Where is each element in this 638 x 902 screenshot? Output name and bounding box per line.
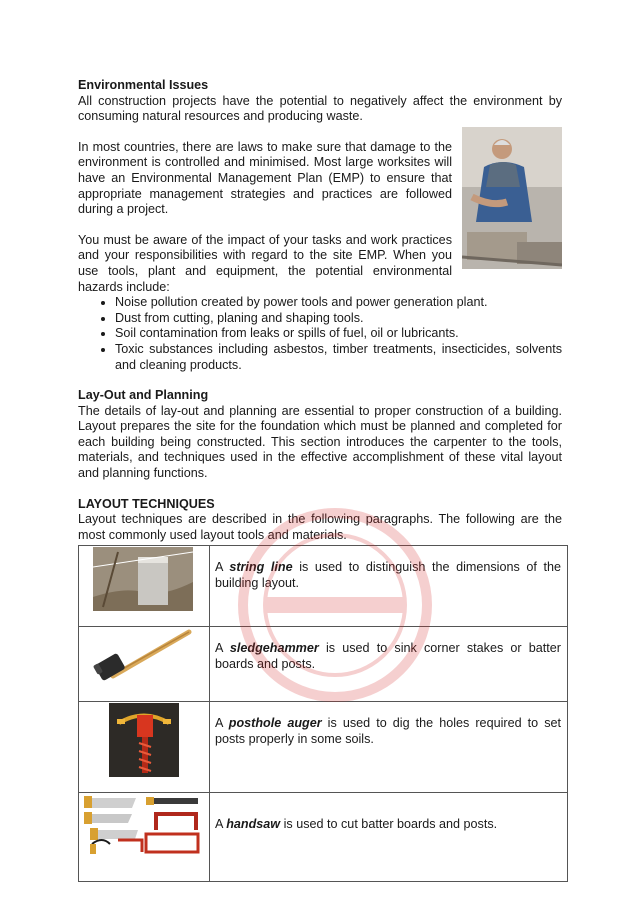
layout-planning-heading: Lay-Out and Planning <box>78 388 209 403</box>
description-prefix: A <box>215 641 230 656</box>
posthole-auger-photo <box>109 703 179 777</box>
env-hazard-list <box>78 295 562 373</box>
list-item: • Toxic substances including asbestos, timber treatments, insecticides, solvents and cleaning products. <box>115 342 562 373</box>
description-prefix: A <box>215 716 229 731</box>
tool-description <box>210 627 568 702</box>
table-row <box>79 793 568 882</box>
tool-description <box>210 546 568 627</box>
description-prefix: A <box>215 817 227 832</box>
list-item: • Soil contamination from leaks or spills of fuel, oil or lubricants. <box>115 326 562 342</box>
string-line-photo <box>93 547 193 611</box>
tool-term: handsaw <box>226 817 281 832</box>
tool-image-cell <box>79 546 210 627</box>
env-laws-paragraph: In most countries, there are laws to make sure that damage to the environment is controlled and minimised. Most large worksites will have an Environmental Management Plan (EMP) to ensure that appropriate management strategies and practices are followed during a project. <box>78 139 452 217</box>
tool-description <box>210 793 568 882</box>
layout-techniques-heading: LAYOUT TECHNIQUES <box>78 496 215 511</box>
tool-image-cell <box>79 627 210 702</box>
tool-term: string line <box>229 560 293 575</box>
list-item: • Noise pollution created by power tools and power generation plant. <box>115 295 562 311</box>
sledgehammer-photo <box>91 628 195 686</box>
tool-term: sledgehammer <box>229 641 319 656</box>
table-row <box>79 702 568 793</box>
table-row <box>79 546 568 627</box>
tool-image-cell <box>79 702 210 793</box>
handsaw-photo <box>84 794 202 856</box>
env-intro: All construction projects have the potential to negatively affect the environment by consuming natural resources and producing waste. <box>78 93 562 124</box>
description-text: is used to distinguish the dimensions of the building layout. <box>215 560 561 591</box>
table-row <box>79 627 568 702</box>
worker-photo <box>462 127 562 269</box>
layout-techniques-intro: Layout techniques are described in the following paragraphs. The following are the most commonly used layout tools and materials. <box>78 512 562 542</box>
description-prefix: A <box>215 560 230 575</box>
env-awareness-paragraph: You must be aware of the impact of your tasks and work practices and your responsibilities with regard to the site EMP. When you use tools, plant and equipment, the potential environmental hazards include: <box>78 232 452 294</box>
list-item: • Dust from cutting, planing and shaping tools. <box>115 311 562 327</box>
env-heading: Environmental Issues <box>78 78 209 92</box>
tool-image-cell <box>79 793 210 882</box>
layout-tools-table <box>78 545 568 882</box>
tool-term: posthole auger <box>228 716 322 731</box>
description-text: is used to dig the holes required to set posts properly in some soils. <box>215 716 561 747</box>
layout-planning-paragraph: The details of lay-out and planning are essential to proper construction of a building. Layout prepares the site for the foundation which must be planned and completed for each building being constructed. This section introduces the carpenter to the tools, materials, and techniques used in the effective accomplishment of these vital layout and planning functions. <box>78 403 562 481</box>
description-text: is used to cut batter boards and posts. <box>280 817 498 832</box>
document-page <box>78 78 562 882</box>
tool-description <box>210 702 568 793</box>
description-text: is used to sink corner stakes or batter boards and posts. <box>215 641 561 672</box>
